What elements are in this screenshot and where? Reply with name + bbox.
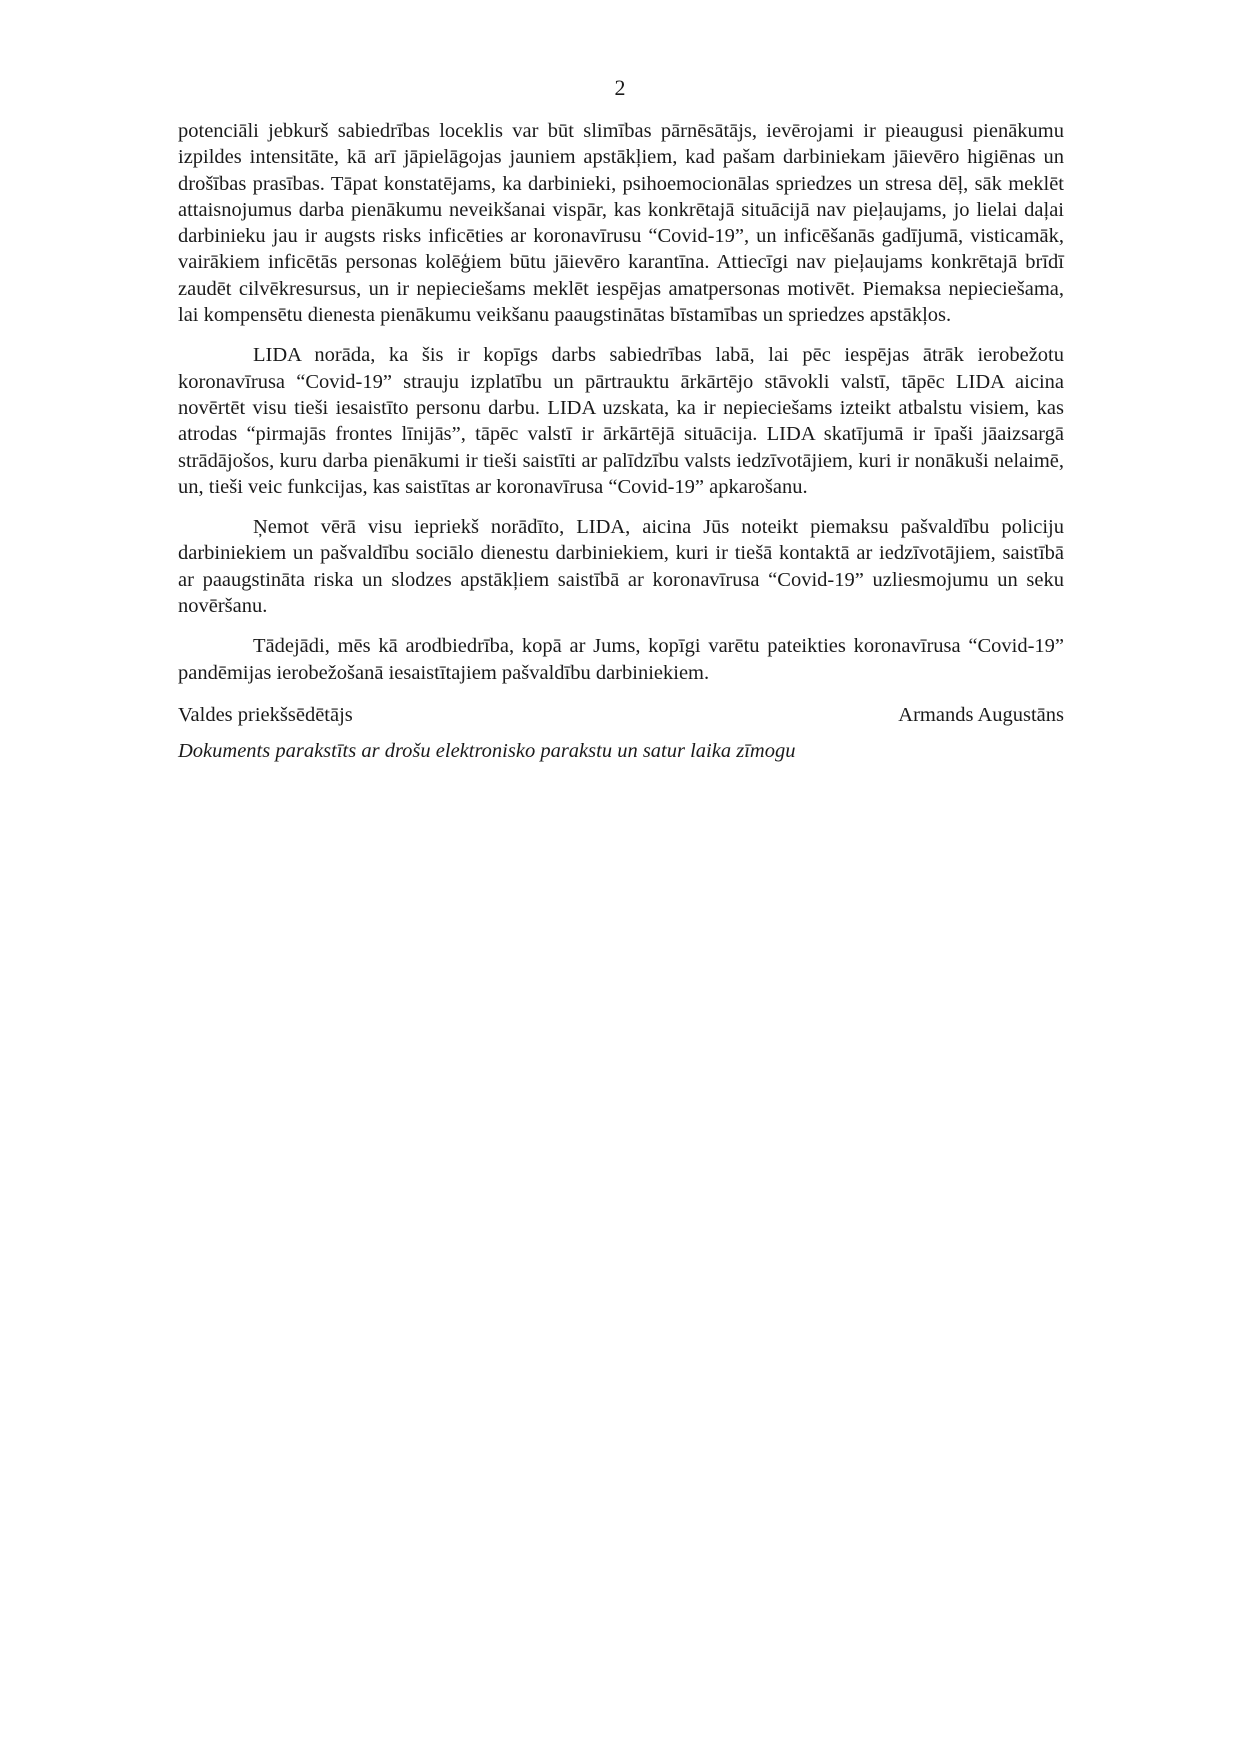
page-number: 2 (614, 75, 626, 100)
letter-body (178, 118, 1064, 764)
paragraph-1: potenciāli jebkurš sabiedrības loceklis var būt slimības pārnēsātājs, ievērojami ir pieaugusi pienākumu izpildes intensitāte, kā arī jāpielāgojas jauniem apstākļiem, kad pašam darbiniekam jāievēro higiēnas un drošības prasības. Tāpat konstatējams, ka darbinieki, psihoemocionālas spriedzes un stresa dēļ, sāk meklēt attaisnojumus darba pienākumu neveikšanai vispār, kas konkrētajā situācijā nav pieļaujams, jo lielai daļai darbinieku jau ir augsts risks inficēties ar koronavīrusu “Covid-19”, un inficēšanās gadījumā, visticamāk, vairākiem inficētās personas kolēģiem būtu jāievēro karantīna. Attiecīgi nav pieļaujams konkrētajā brīdī zaudēt cilvēkresursus, un ir nepieciešams meklēt iespējas amatpersonas motivēt. Piemaksa nepieciešama, lai kompensētu dienesta pienākumu veikšanu paaugstinātas bīstamības un spriedzes apstākļos. (178, 120, 1064, 327)
signature-block (178, 702, 1064, 728)
e-signature-note: Dokuments parakstīts ar drošu elektronisko parakstu un satur laika zīmogu (178, 739, 796, 762)
paragraph-3: Ņemot vērā visu iepriekš norādīto, LIDA, aicina Jūs noteikt piemaksu pašvaldību policiju darbiniekiem un pašvaldību sociālo dienestu darbiniekiem, kuri ir tiešā kontaktā ar iedzīvotājiem, saistībā ar paaugstināta riska un slodzes apstākļiem saistībā ar koronavīrusa “Covid-19” uzliesmojumu un seku novēršanu. (178, 516, 1064, 618)
signatory-name: Armands Augustāns (898, 703, 1064, 726)
paragraph-4: Tādejādi, mēs kā arodbiedrība, kopā ar Jums, kopīgi varētu pateikties koronavīrusa “Covid-19” pandēmijas ierobežošanā iesaistītajiem pašvaldību darbiniekiem. (178, 635, 1064, 684)
paragraph-2: LIDA norāda, ka šis ir kopīgs darbs sabiedrības labā, lai pēc iespējas ātrāk ierobežotu koronavīrusa “Covid-19” strauju izplatību un pārtrauktu ārkārtējo stāvokli valstī, tāpēc LIDA aicina novērtēt visu tieši iesaistīto personu darbu. LIDA uzskata, ka ir nepieciešams izteikt atbalstu visiem, kas atrodas “pirmajās frontes līnijās”, tāpēc valstī ir ārkārtējā situācija. LIDA skatījumā ir īpaši jāaizsargā strādājošos, kuru darba pienākumi ir tieši saistīti ar palīdzību valsts iedzīvotājiem, kuri ir nonākuši nelaimē, un, tieši veic funkcijas, kas saistītas ar koronavīrusa “Covid-19” apkarošanu. (178, 344, 1064, 498)
signatory-position: Valdes priekšsēdētājs (178, 703, 353, 726)
